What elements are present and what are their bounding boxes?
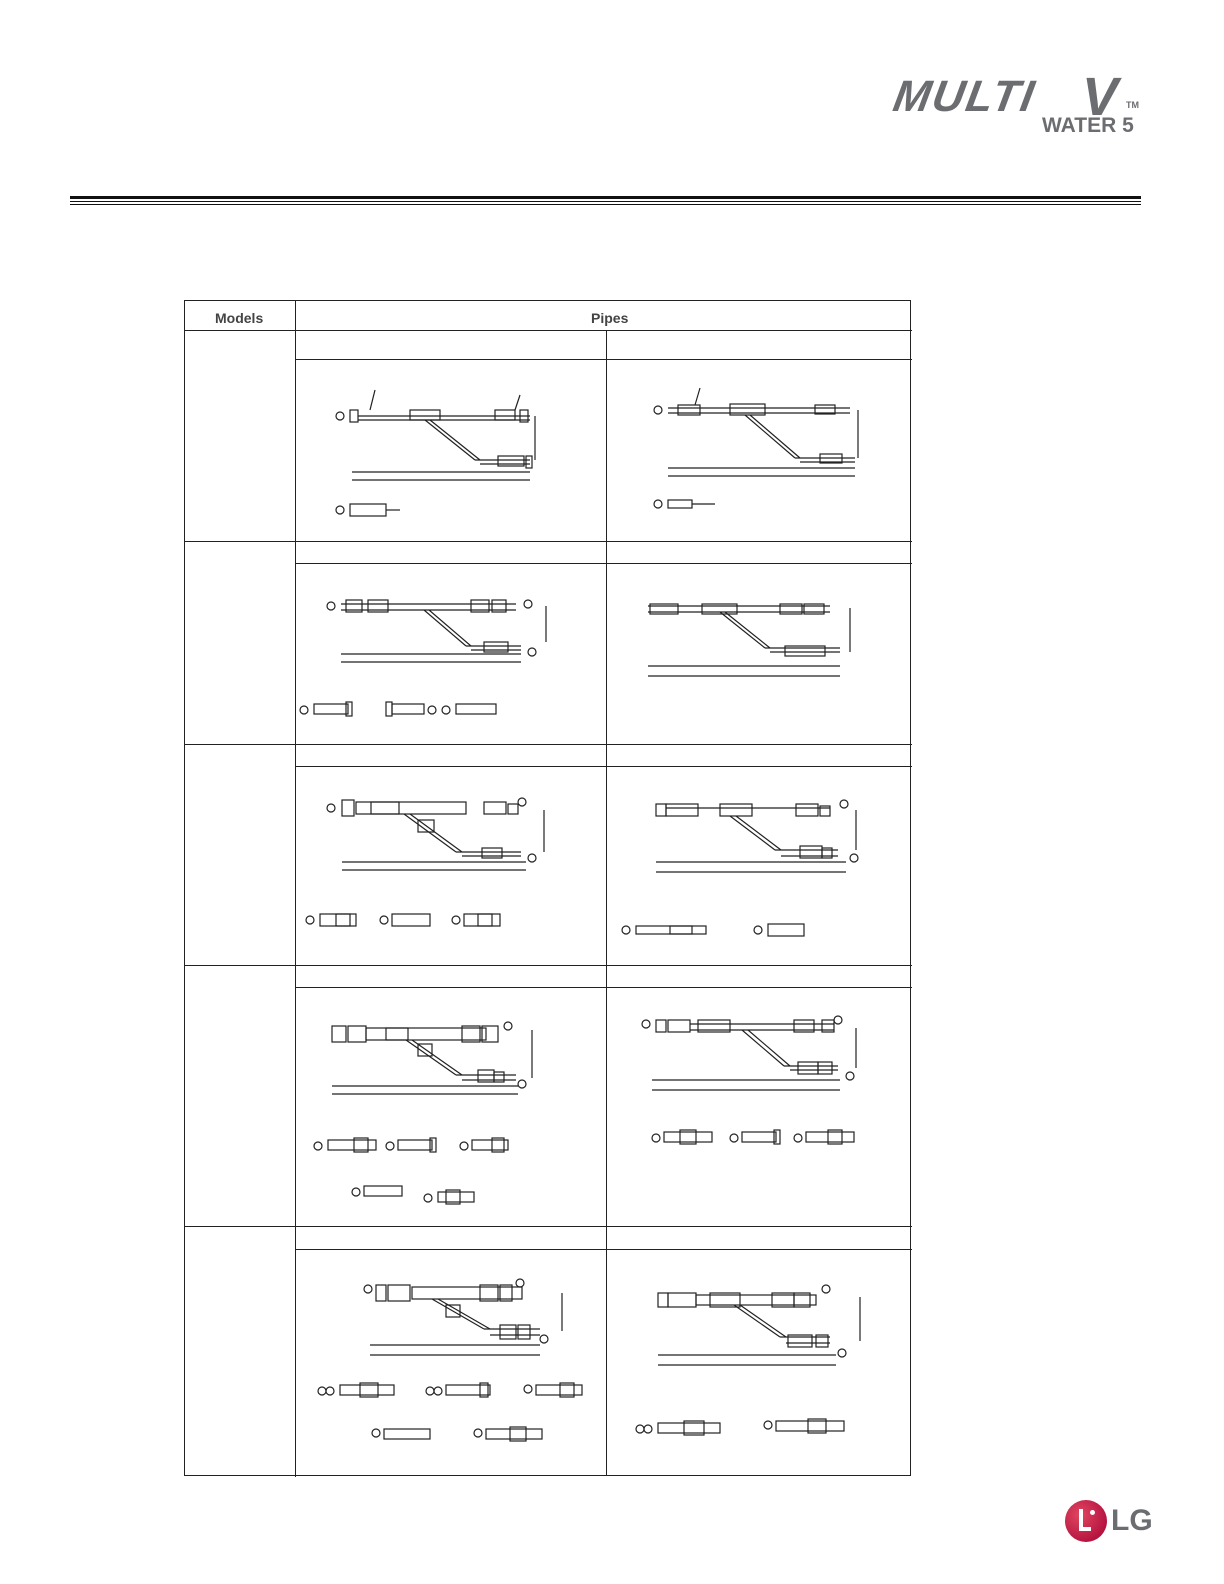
y-branch-diagram-row5-gas <box>630 1265 880 1460</box>
row-divider <box>295 359 912 360</box>
row-divider <box>295 1249 912 1250</box>
header-pipes: Pipes <box>591 310 629 326</box>
column-divider-pipes <box>606 330 607 1476</box>
y-branch-diagram-row4-liquid <box>296 1000 556 1220</box>
y-branch-diagram-row2-gas <box>640 576 870 691</box>
logo-trademark: TM <box>1126 100 1139 110</box>
lg-logo <box>1065 1500 1153 1548</box>
y-branch-diagram-row3-gas <box>610 780 880 950</box>
row-divider <box>185 965 912 966</box>
lg-logo-text: LG <box>1111 1504 1153 1537</box>
y-branch-diagram-row3-liquid <box>296 780 556 950</box>
multi-v-water5-logo <box>889 67 1146 138</box>
row-divider <box>185 541 912 542</box>
header-rule-thin <box>70 201 1141 202</box>
logo-subtitle: WATER 5 <box>1042 114 1134 137</box>
y-branch-diagram-row1-liquid <box>330 380 560 525</box>
header-models: Models <box>215 310 264 326</box>
row-divider <box>185 330 912 331</box>
row-divider <box>295 563 912 564</box>
row-divider <box>185 744 912 745</box>
lg-logo-mark <box>1065 1500 1107 1542</box>
row-divider <box>295 987 912 988</box>
logo-letter: V <box>1082 67 1119 127</box>
y-branch-diagram-row2-liquid <box>296 576 556 728</box>
header-rule-thick <box>70 196 1141 199</box>
row-divider <box>295 766 912 767</box>
y-branch-diagram-row1-gas <box>650 380 880 525</box>
y-branch-diagram-row5-liquid <box>300 1265 590 1460</box>
row-divider <box>185 1226 912 1227</box>
header-rule-thin-2 <box>70 204 1141 205</box>
logo-word: MULTI <box>889 72 1040 121</box>
y-branch-diagram-row4-gas <box>634 1000 880 1170</box>
